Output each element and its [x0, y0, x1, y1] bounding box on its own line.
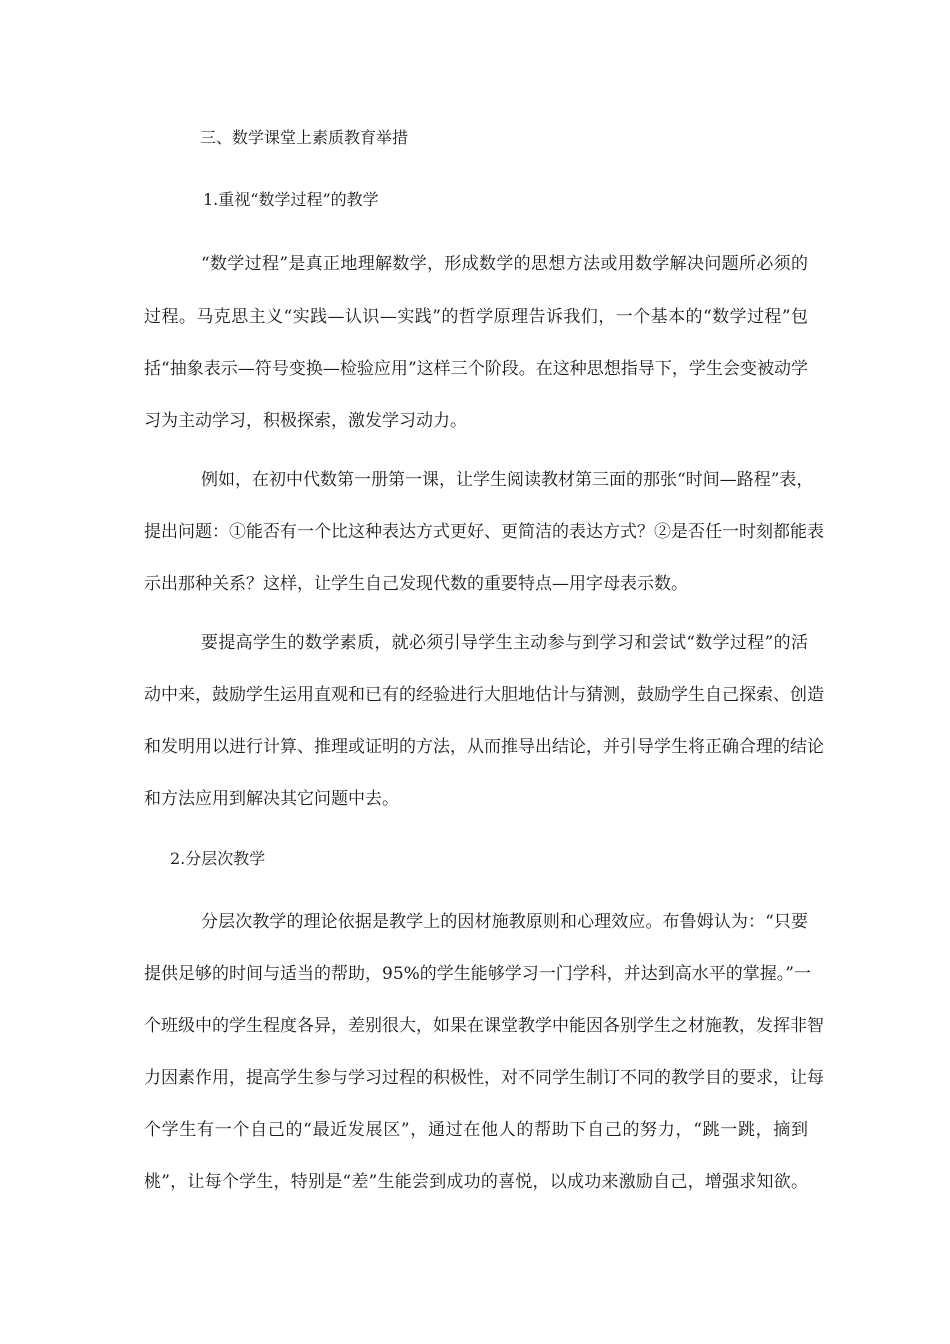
paragraph-line: 提出问题：①能否有一个比这种表达方式更好、更简洁的表达方式？②是否任一时刻都能表 [144, 522, 824, 542]
paragraph-line: 过程。马克思主义“实践—认识—实践”的哲学原理告诉我们，一个基本的“数学过程”包 [144, 307, 808, 327]
paragraph-line: 习为主动学习，积极探索，激发学习动力。 [144, 411, 467, 431]
paragraph-line: 要提高学生的数学素质，就必须引导学生主动参与到学习和尝试“数学过程”的活 [201, 633, 808, 653]
section-heading: 三、数学课堂上素质教育举措 [200, 128, 409, 147]
paragraph-line: 示出那种关系？这样，让学生自己发现代数的重要特点—用字母表示数。 [144, 574, 688, 594]
paragraph-line: 和发明用以进行计算、推理或证明的方法，从而推导出结论，并引导学生将正确合理的结论 [144, 737, 824, 757]
paragraph-line: 和方法应用到解决其它问题中去。 [144, 789, 399, 809]
paragraph-line: 分层次教学的理论依据是教学上的因材施教原则和心理效应。布鲁姆认为：“只要 [201, 912, 808, 932]
paragraph-line: 个学生有一个自己的“最近发展区”，通过在他人的帮助下自己的努力，“跳一跳，摘到 [144, 1120, 808, 1140]
paragraph-line: 力因素作用，提高学生参与学习过程的积极性，对不同学生制订不同的教学目的要求，让每 [144, 1068, 824, 1088]
subheading-tiered-teaching: 2.分层次教学 [170, 849, 266, 868]
paragraph-line: 桃”，让每个学生，特别是“差”生能尝到成功的喜悦，以成功来激励自己，增强求知欲。 [144, 1172, 808, 1192]
paragraph-line: 动中来，鼓励学生运用直观和已有的经验进行大胆地估计与猜测，鼓励学生自己探索、创造 [144, 685, 824, 705]
paragraph-line: 例如，在初中代数第一册第一课，让学生阅读教材第三面的那张“时间—路程”表， [201, 470, 814, 490]
paragraph-line: 括“抽象表示—符号变换—检验应用”这样三个阶段。在这种思想指导下，学生会变被动学 [144, 359, 808, 379]
paragraph-line: 提供足够的时间与适当的帮助，95%的学生能够学习一门学科，并达到高水平的掌握。”一 [144, 964, 811, 984]
subheading-math-process: 1.重视“数学过程”的教学 [203, 190, 379, 209]
paragraph-line: “数学过程”是真正地理解数学，形成数学的思想方法或用数学解决问题所必须的 [201, 254, 808, 274]
paragraph-line: 个班级中的学生程度各异，差别很大，如果在课堂教学中能因各别学生之材施教，发挥非智 [144, 1016, 824, 1036]
